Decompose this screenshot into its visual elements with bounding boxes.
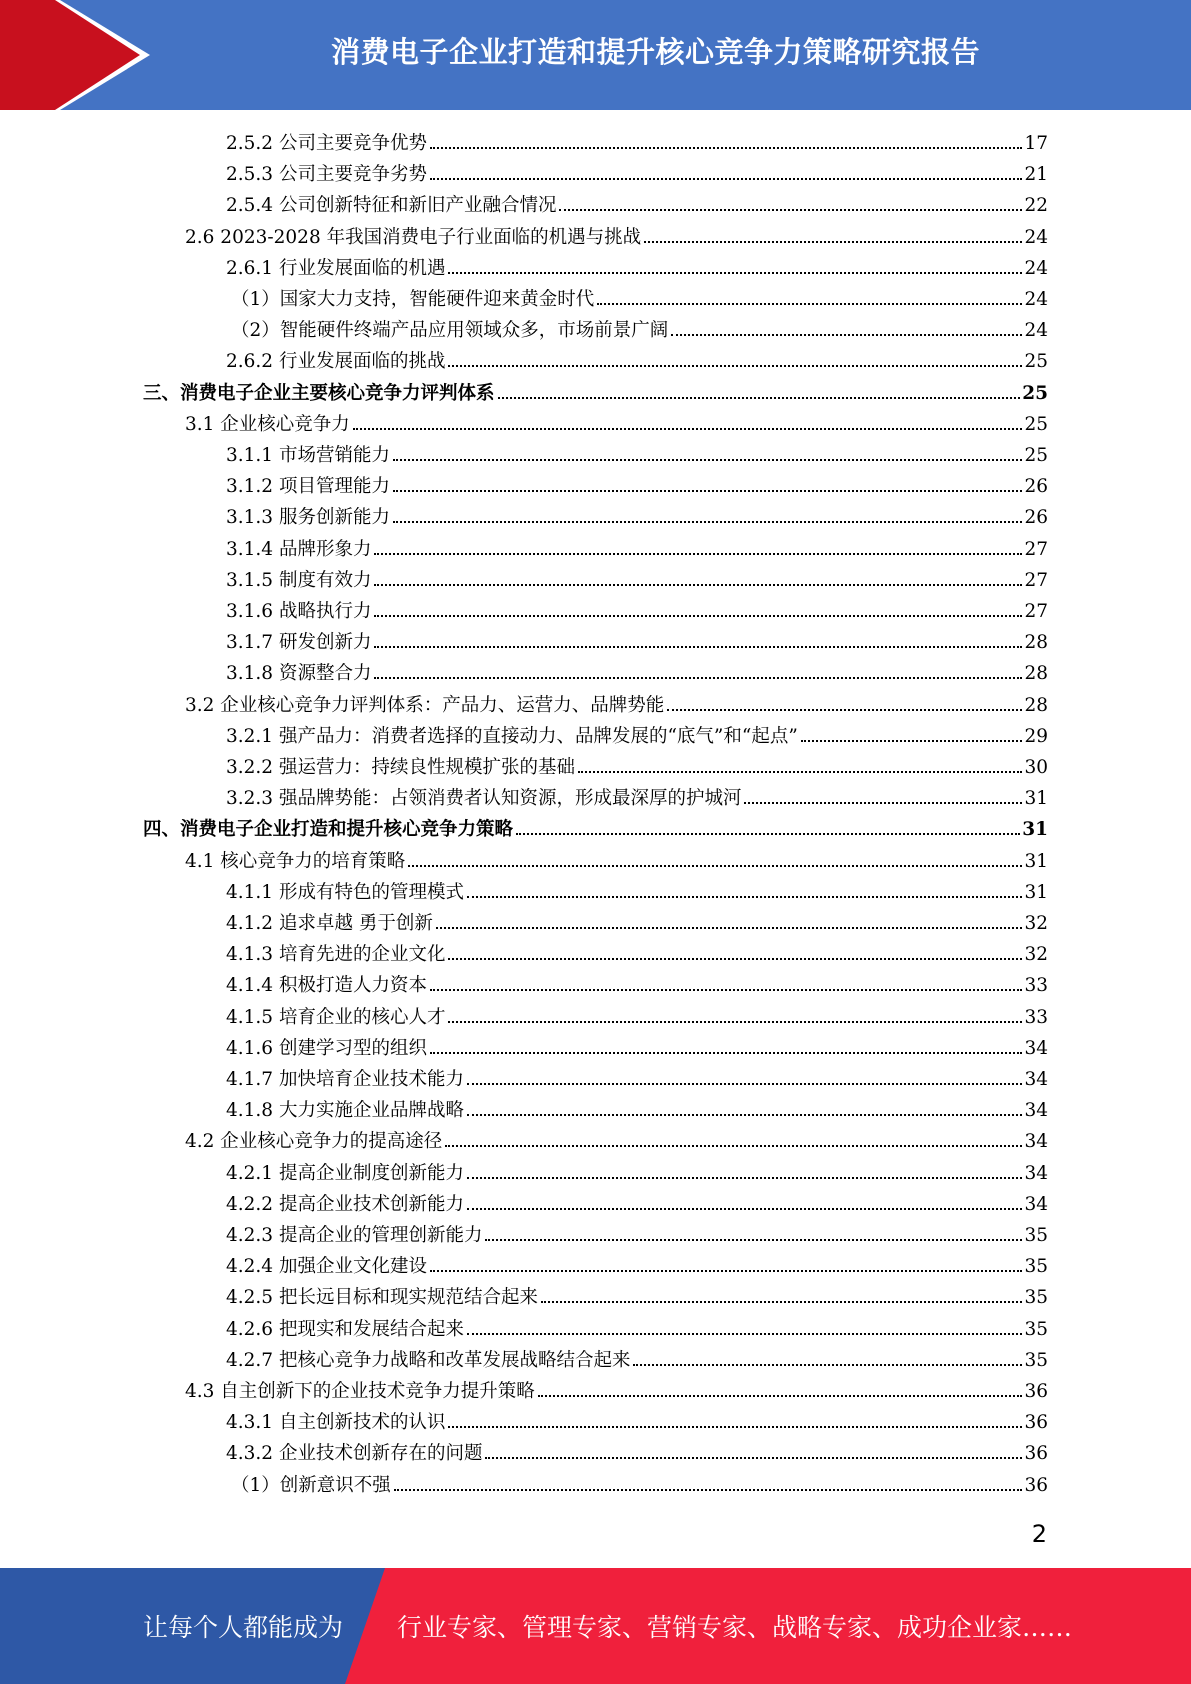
toc-entry-page: 22	[1024, 195, 1048, 217]
toc-entry-page: 36	[1024, 1443, 1048, 1465]
toc-entry-page: 32	[1024, 944, 1048, 966]
toc-dot-leader	[467, 1207, 1022, 1210]
toc-dot-leader	[467, 1176, 1022, 1179]
toc-entry-label: 4.3 自主创新下的企业技术竞争力提升策略	[185, 1381, 535, 1402]
toc-entry-label: 4.1.1 形成有特色的管理模式	[226, 881, 464, 903]
toc-entry-label: 4.1.7 加快培育企业技术能力	[226, 1069, 464, 1090]
toc-entry-page: 34	[1024, 1162, 1048, 1184]
toc-entry-page: 31	[1024, 881, 1048, 903]
toc-entry-label: 3.1.3 服务创新能力	[226, 507, 390, 529]
toc-entry-page: 28	[1024, 663, 1048, 685]
toc-entry-page: 35	[1024, 1349, 1048, 1371]
toc-entry-page: 27	[1024, 601, 1048, 622]
toc-dot-leader	[393, 489, 1022, 492]
toc-entry-label: 四、消费电子企业打造和提升核心竞争力策略	[143, 819, 514, 841]
toc-dot-leader	[374, 552, 1022, 555]
toc-entry-page: 30	[1024, 757, 1048, 778]
toc-entry-page: 24	[1024, 226, 1048, 248]
toc-entry-page: 35	[1024, 1225, 1048, 1246]
page-footer	[0, 1568, 1191, 1684]
toc-entry-label: 3.2 企业核心竞争力评判体系：产品力、运营力、品牌势能	[185, 694, 665, 716]
toc-dot-leader	[448, 1020, 1022, 1023]
toc-dot-leader	[467, 895, 1022, 898]
toc-entry[interactable]	[226, 1002, 1048, 1033]
toc-entry-label: 3.1 企业核心竞争力	[185, 413, 350, 435]
toc-entry-label: 3.1.1 市场营销能力	[226, 445, 390, 466]
toc-entry-label: 2.6.1 行业发展面临的机遇	[226, 257, 446, 279]
toc-entry[interactable]	[226, 128, 1048, 159]
toc-entry-label: 3.2.2 强运营力：持续良性规模扩张的基础	[226, 757, 575, 778]
toc-entry-label: 3.1.6 战略执行力	[226, 601, 372, 622]
toc-dot-leader	[467, 1082, 1022, 1085]
toc-entry[interactable]	[226, 970, 1048, 1001]
toc-entry-label: 3.1.8 资源整合力	[226, 663, 372, 685]
toc-dot-leader	[374, 676, 1022, 679]
toc-entry[interactable]	[226, 1189, 1048, 1220]
toc-dot-leader	[448, 957, 1022, 960]
footer-slogan-right: 行业专家、管理专家、营销专家、战略专家、成功企业家……	[397, 1613, 1073, 1642]
toc-entry[interactable]	[226, 471, 1048, 502]
toc-dot-leader	[448, 1425, 1022, 1428]
toc-entry-label: 2.6 2023-2028 年我国消费电子行业面临的机遇与挑战	[185, 226, 642, 248]
toc-entry[interactable]	[226, 253, 1048, 284]
toc-entry[interactable]	[226, 1282, 1048, 1313]
toc-dot-leader	[644, 240, 1022, 243]
toc-entry-page: 25	[1024, 351, 1048, 373]
toc-entry-label: 4.2.3 提高企业的管理创新能力	[226, 1225, 483, 1246]
toc-entry-label: 4.1.8 大力实施企业品牌战略	[226, 1100, 464, 1122]
toc-dot-leader	[516, 832, 1020, 835]
toc-entry-label: 3.2.3 强品牌势能：占领消费者认知资源，形成最深厚的护城河	[226, 788, 742, 810]
toc-dot-leader	[393, 520, 1022, 523]
toc-dot-leader	[467, 1113, 1022, 1116]
toc-entry-label: 4.2.2 提高企业技术创新能力	[226, 1193, 464, 1215]
toc-entry[interactable]	[226, 1033, 1048, 1064]
toc-entry-label: 4.2.6 把现实和发展结合起来	[226, 1318, 464, 1340]
toc-entry-label: 三、消费电子企业主要核心竞争力评判体系	[143, 382, 495, 404]
toc-entry-page: 32	[1024, 913, 1048, 934]
toc-entry-label: 4.2 企业核心竞争力的提高途径	[185, 1131, 443, 1153]
toc-entry-label: 4.1.4 积极打造人力资本	[226, 975, 427, 997]
toc-entry[interactable]	[143, 378, 1048, 409]
toc-entry[interactable]	[226, 1251, 1048, 1282]
toc-entry-page: 28	[1024, 632, 1048, 654]
toc-entry[interactable]	[226, 1407, 1048, 1438]
toc-dot-leader	[374, 614, 1022, 617]
toc-dot-leader	[633, 1363, 1022, 1366]
toc-dot-leader	[671, 333, 1022, 336]
toc-dot-leader	[801, 739, 1023, 742]
toc-entry-page: 31	[1022, 819, 1048, 841]
toc-dot-leader	[578, 770, 1022, 773]
toc-entry[interactable]	[185, 1126, 1048, 1157]
toc-dot-leader	[744, 801, 1022, 804]
toc-dot-leader	[430, 177, 1022, 180]
toc-dot-leader	[448, 364, 1022, 367]
toc-entry[interactable]	[226, 1158, 1048, 1189]
toc-entry[interactable]	[226, 440, 1048, 471]
toc-entry-page: 35	[1024, 1318, 1048, 1340]
toc-entry[interactable]	[226, 1314, 1048, 1345]
toc-entry-page: 17	[1024, 133, 1048, 154]
toc-entry-page: 36	[1024, 1474, 1048, 1496]
toc-entry[interactable]	[226, 908, 1048, 939]
toc-entry-page: 31	[1024, 788, 1048, 810]
toc-entry-page: 27	[1024, 569, 1048, 591]
toc-entry-page: 26	[1024, 507, 1048, 529]
toc-dot-leader	[485, 1456, 1022, 1459]
toc-entry[interactable]	[226, 346, 1048, 377]
toc-dot-leader	[485, 1238, 1022, 1241]
toc-entry[interactable]	[226, 877, 1048, 908]
toc-dot-leader	[667, 708, 1022, 711]
toc-entry[interactable]	[226, 939, 1048, 970]
toc-entry[interactable]	[185, 1376, 1048, 1407]
toc-entry-page: 24	[1024, 257, 1048, 279]
toc-entry[interactable]	[226, 534, 1048, 565]
toc-dot-leader	[374, 645, 1022, 648]
toc-entry[interactable]	[226, 1220, 1048, 1251]
toc-entry-label: 4.1.2 追求卓越 勇于创新	[226, 913, 433, 934]
toc-entry[interactable]	[226, 658, 1048, 689]
toc-entry-label: （1）创新意识不强	[231, 1474, 391, 1496]
toc-entry-label: 2.5.3 公司主要竞争劣势	[226, 164, 427, 186]
toc-dot-leader	[448, 271, 1022, 274]
toc-entry-label: 2.6.2 行业发展面临的挑战	[226, 351, 446, 373]
toc-entry-label: 3.1.4 品牌形象力	[226, 538, 372, 560]
toc-dot-leader	[436, 926, 1023, 929]
toc-entry-page: 25	[1024, 445, 1048, 466]
toc-entry-page: 34	[1024, 1193, 1048, 1215]
toc-entry-page: 31	[1024, 850, 1048, 872]
toc-entry-label: 2.5.4 公司创新特征和新旧产业融合情况	[226, 195, 557, 217]
toc-dot-leader	[430, 146, 1022, 149]
toc-entry[interactable]	[231, 315, 1048, 346]
toc-entry-label: 4.2.7 把核心竞争力战略和改革发展战略结合起来	[226, 1349, 631, 1371]
toc-entry-page: 35	[1024, 1287, 1048, 1309]
toc-entry[interactable]	[226, 1095, 1048, 1126]
toc-entry-label: 4.2.4 加强企业文化建设	[226, 1256, 427, 1278]
toc-entry-label: （2）智能硬件终端产品应用领域众多，市场前景广阔	[231, 320, 669, 342]
toc-entry-page: 27	[1024, 538, 1048, 560]
toc-dot-leader	[430, 1051, 1022, 1054]
toc-entry[interactable]	[231, 1470, 1048, 1501]
toc-entry-label: 4.2.5 把长远目标和现实规范结合起来	[226, 1287, 538, 1309]
toc-dot-leader	[353, 427, 1023, 430]
toc-entry[interactable]	[226, 1345, 1048, 1376]
toc-entry-label: 4.1.6 创建学习型的组织	[226, 1037, 427, 1059]
toc-entry[interactable]	[226, 1064, 1048, 1095]
toc-entry-label: 3.1.7 研发创新力	[226, 632, 372, 654]
toc-entry[interactable]	[226, 627, 1048, 658]
toc-entry-label: 3.1.5 制度有效力	[226, 569, 372, 591]
toc-entry-page: 35	[1024, 1256, 1048, 1278]
toc-entry-label: 4.1.5 培育企业的核心人才	[226, 1006, 446, 1028]
page-number: 2	[1031, 1520, 1047, 1548]
toc-entry-page: 34	[1024, 1037, 1048, 1059]
toc-entry[interactable]	[185, 409, 1048, 440]
toc-entry-page: 24	[1024, 289, 1048, 310]
toc-dot-leader	[467, 1332, 1022, 1335]
toc-entry[interactable]	[226, 502, 1048, 533]
page-header	[0, 0, 1191, 110]
toc-dot-leader	[393, 458, 1022, 461]
toc-dot-leader	[541, 1300, 1022, 1303]
toc-dot-leader	[430, 988, 1022, 991]
footer-slogan-left: 让每个人都能成为	[143, 1613, 344, 1642]
toc-entry-page: 21	[1024, 164, 1048, 186]
toc-entry[interactable]	[231, 284, 1048, 315]
toc-dot-leader	[597, 302, 1022, 305]
toc-entry[interactable]	[185, 690, 1048, 721]
toc-entry-page: 33	[1024, 1006, 1048, 1028]
report-title: 消费电子企业打造和提升核心竞争力策略研究报告	[330, 34, 980, 69]
toc-entry[interactable]	[143, 814, 1048, 845]
toc-dot-leader	[394, 1488, 1023, 1491]
toc-entry-page: 26	[1024, 476, 1048, 498]
toc-entry-label: 4.2.1 提高企业制度创新能力	[226, 1162, 464, 1184]
toc-entry-page: 33	[1024, 975, 1048, 997]
toc-entry-page: 34	[1024, 1131, 1048, 1153]
toc-entry[interactable]	[226, 783, 1048, 814]
toc-dot-leader	[538, 1394, 1023, 1397]
toc-entry[interactable]	[185, 222, 1048, 253]
toc-dot-leader	[559, 208, 1022, 211]
toc-entry-label: 4.1.3 培育先进的企业文化	[226, 944, 446, 966]
toc-dot-leader	[374, 583, 1022, 586]
toc-entry-page: 29	[1024, 725, 1048, 747]
toc-entry[interactable]	[226, 565, 1048, 596]
toc-entry-label: 3.1.2 项目管理能力	[226, 476, 390, 498]
toc-entry[interactable]	[226, 596, 1048, 627]
toc-entry-label: 4.3.2 企业技术创新存在的问题	[226, 1443, 483, 1465]
toc-entry[interactable]	[226, 721, 1048, 752]
toc-entry[interactable]	[226, 752, 1048, 783]
toc-entry[interactable]	[226, 190, 1048, 221]
toc-entry-page: 25	[1024, 413, 1048, 435]
toc-dot-leader	[498, 396, 1021, 399]
toc-entry-page: 36	[1024, 1381, 1048, 1402]
toc-entry[interactable]	[226, 1438, 1048, 1469]
toc-entry-page: 36	[1024, 1412, 1048, 1434]
toc-entry-page: 24	[1024, 320, 1048, 342]
toc-entry-label: （1）国家大力支持，智能硬件迎来黄金时代	[231, 289, 595, 310]
toc-entry-page: 34	[1024, 1100, 1048, 1122]
red-chevron-decoration	[0, 0, 160, 110]
toc-dot-leader	[408, 864, 1022, 867]
toc-entry-page: 25	[1022, 382, 1048, 404]
toc-entry[interactable]	[226, 159, 1048, 190]
toc-entry[interactable]	[185, 846, 1048, 877]
toc-entry-label: 4.1 核心竞争力的培育策略	[185, 850, 406, 872]
toc-entry-label: 3.2.1 强产品力：消费者选择的直接动力、品牌发展的“底气”和“起点”	[226, 725, 798, 747]
toc-entry-label: 4.3.1 自主创新技术的认识	[226, 1412, 446, 1434]
toc-entry-page: 34	[1024, 1069, 1048, 1090]
toc-dot-leader	[430, 1269, 1022, 1272]
toc-dot-leader	[445, 1144, 1022, 1147]
toc-entry-label: 2.5.2 公司主要竞争优势	[226, 133, 427, 154]
toc-entry-page: 28	[1024, 694, 1048, 716]
